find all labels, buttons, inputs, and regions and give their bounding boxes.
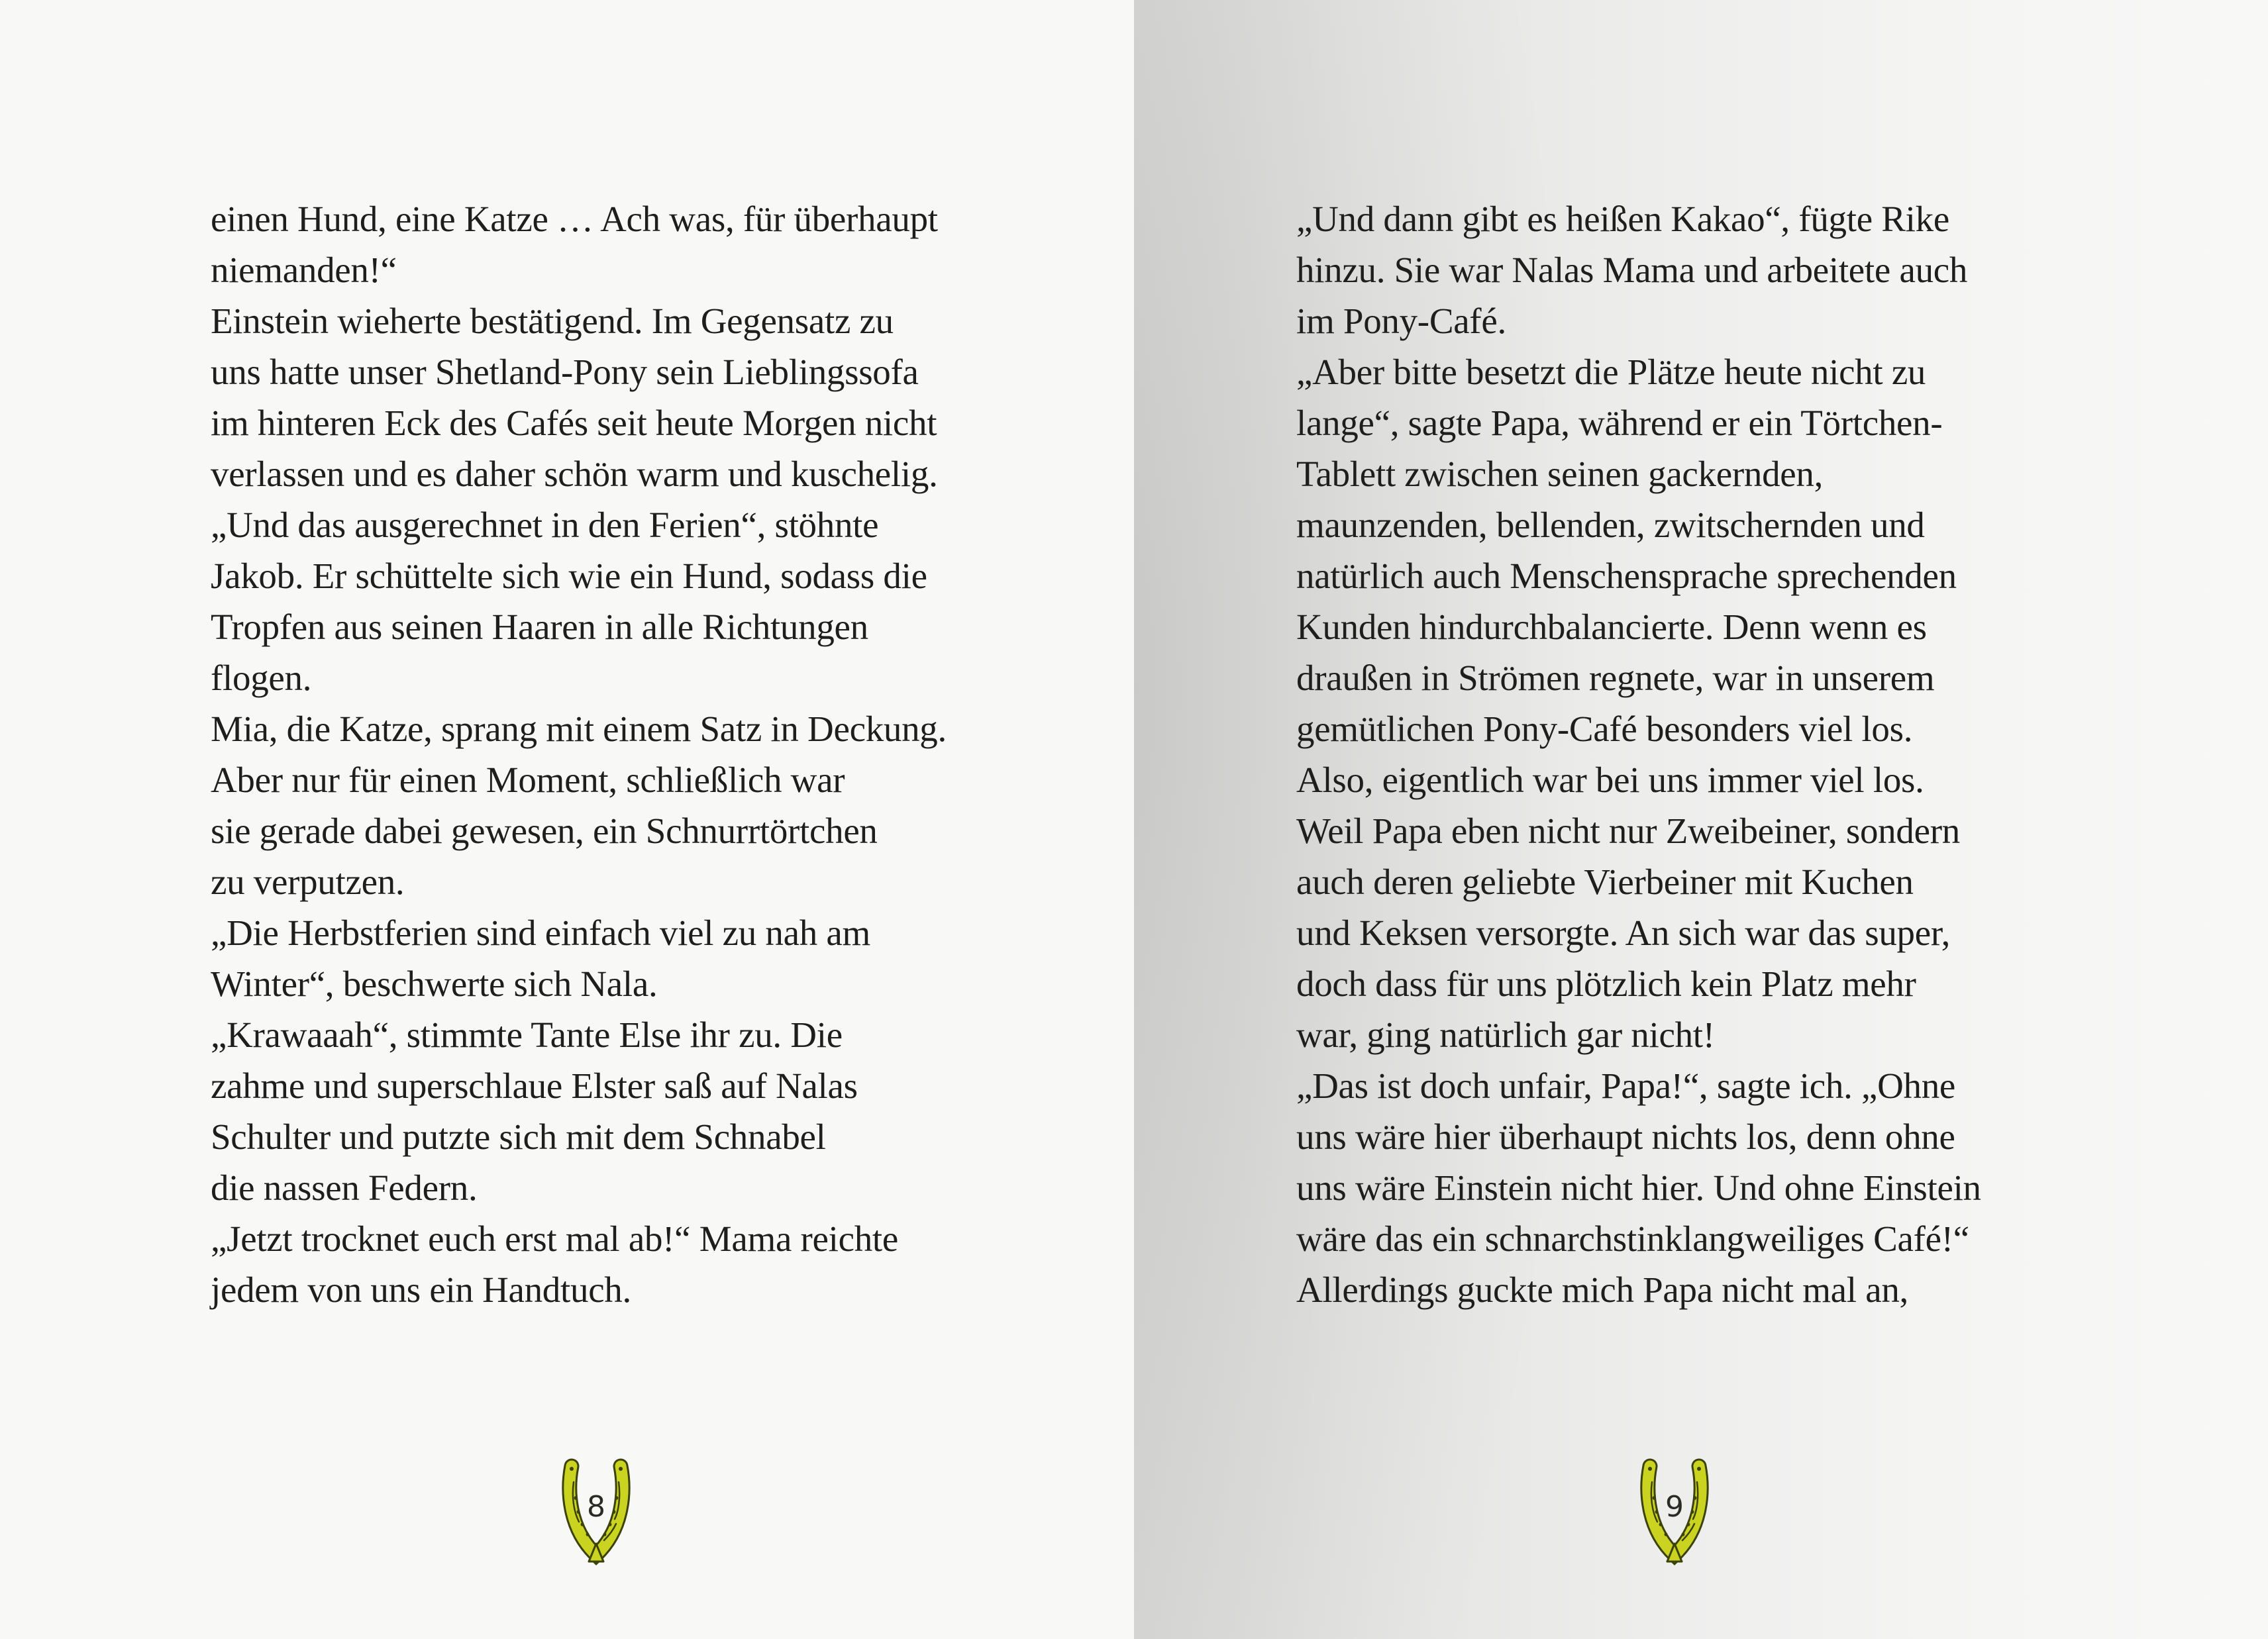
text-line: zu verputzen. — [211, 862, 405, 902]
text-line: verlassen und es daher schön warm und kuschelig. — [211, 454, 938, 494]
text-line: Allerdings guckte mich Papa nicht mal an, — [1296, 1269, 1908, 1310]
page-number: 8 — [587, 1490, 605, 1524]
text-line: die nassen Federn. — [211, 1167, 478, 1208]
text-line: flogen. — [211, 658, 312, 698]
text-line: „Und dann gibt es heißen Kakao“, fügte Rike — [1296, 199, 1949, 239]
text-line: Tropfen aus seinen Haaren in alle Richtungen — [211, 607, 868, 647]
text-line: sie gerade dabei gewesen, ein Schnurrtörtchen — [211, 811, 878, 851]
text-line: „Jetzt trocknet euch erst mal ab!“ Mama reichte — [211, 1218, 899, 1259]
text-line: maunzenden, bellenden, zwitschernden und — [1296, 505, 1925, 545]
text-line: „Aber bitte besetzt die Plätze heute nicht zu — [1296, 352, 1926, 392]
text-line: Weil Papa eben nicht nur Zweibeiner, sondern — [1296, 811, 1960, 851]
text-line: Mia, die Katze, sprang mit einem Satz in Deckung. — [211, 709, 947, 749]
text-line: draußen in Strömen regnete, war in unserem — [1296, 658, 1935, 698]
text-line: Jakob. Er schüttelte sich wie ein Hund, sodass die — [211, 556, 927, 596]
text-line: uns wäre hier überhaupt nichts los, denn ohne — [1296, 1117, 1955, 1157]
text-line: Tablett zwischen seinen gackernden, — [1296, 454, 1824, 494]
text-line: „Und das ausgerechnet in den Ferien“, stöhnte — [211, 505, 879, 545]
text-line: Kunden hindurchbalancierte. Denn wenn es — [1296, 607, 1927, 647]
text-line: jedem von uns ein Handtuch. — [211, 1269, 631, 1310]
text-line: Winter“, beschwerte sich Nala. — [211, 964, 658, 1004]
text-line: Also, eigentlich war bei uns immer viel los. — [1296, 760, 1924, 800]
page-number: 9 — [1665, 1490, 1684, 1524]
text-line: wäre das ein schnarchstinklangweiliges Café!“ — [1296, 1218, 1969, 1259]
text-line: gemütlichen Pony-Café besonders viel los. — [1296, 709, 1913, 749]
page-right-text — [1296, 193, 1981, 1315]
text-line: auch deren geliebte Vierbeiner mit Kuchen — [1296, 862, 1914, 902]
text-line: war, ging natürlich gar nicht! — [1296, 1015, 1715, 1055]
text-line: doch dass für uns plötzlich kein Platz mehr — [1296, 964, 1916, 1004]
text-line: uns wäre Einstein nicht hier. Und ohne Einstein — [1296, 1167, 1981, 1208]
text-line: im hinteren Eck des Cafés seit heute Morgen nicht — [211, 403, 937, 443]
page-left-text — [211, 193, 947, 1315]
page-number-ornament — [1628, 1456, 1721, 1568]
text-line: zahme und superschlaue Elster saß auf Nalas — [211, 1066, 858, 1106]
text-line: „Das ist doch unfair, Papa!“, sagte ich. „Ohne — [1296, 1066, 1956, 1106]
text-line: natürlich auch Menschensprache sprechenden — [1296, 556, 1957, 596]
text-line: und Keksen versorgte. An sich war das super, — [1296, 913, 1951, 953]
page-right — [1134, 0, 2268, 1639]
text-line: Aber nur für einen Moment, schließlich war — [211, 760, 845, 800]
text-line: „Die Herbstferien sind einfach viel zu nah am — [211, 913, 870, 953]
text-line: uns hatte unser Shetland-Pony sein Lieblingssofa — [211, 352, 919, 392]
text-line: „Krawaaah“, stimmte Tante Else ihr zu. Die — [211, 1015, 843, 1055]
text-line: im Pony-Café. — [1296, 301, 1506, 341]
text-line: hinzu. Sie war Nalas Mama und arbeitete auch — [1296, 250, 1968, 290]
page-number-ornament — [550, 1456, 643, 1568]
text-line: Schulter und putzte sich mit dem Schnabel — [211, 1117, 826, 1157]
text-line: Einstein wieherte bestätigend. Im Gegensatz zu — [211, 301, 894, 341]
text-line: einen Hund, eine Katze … Ach was, für überhaupt — [211, 199, 938, 239]
text-line: lange“, sagte Papa, während er ein Törtchen- — [1296, 403, 1943, 443]
text-line: niemanden!“ — [211, 250, 397, 290]
